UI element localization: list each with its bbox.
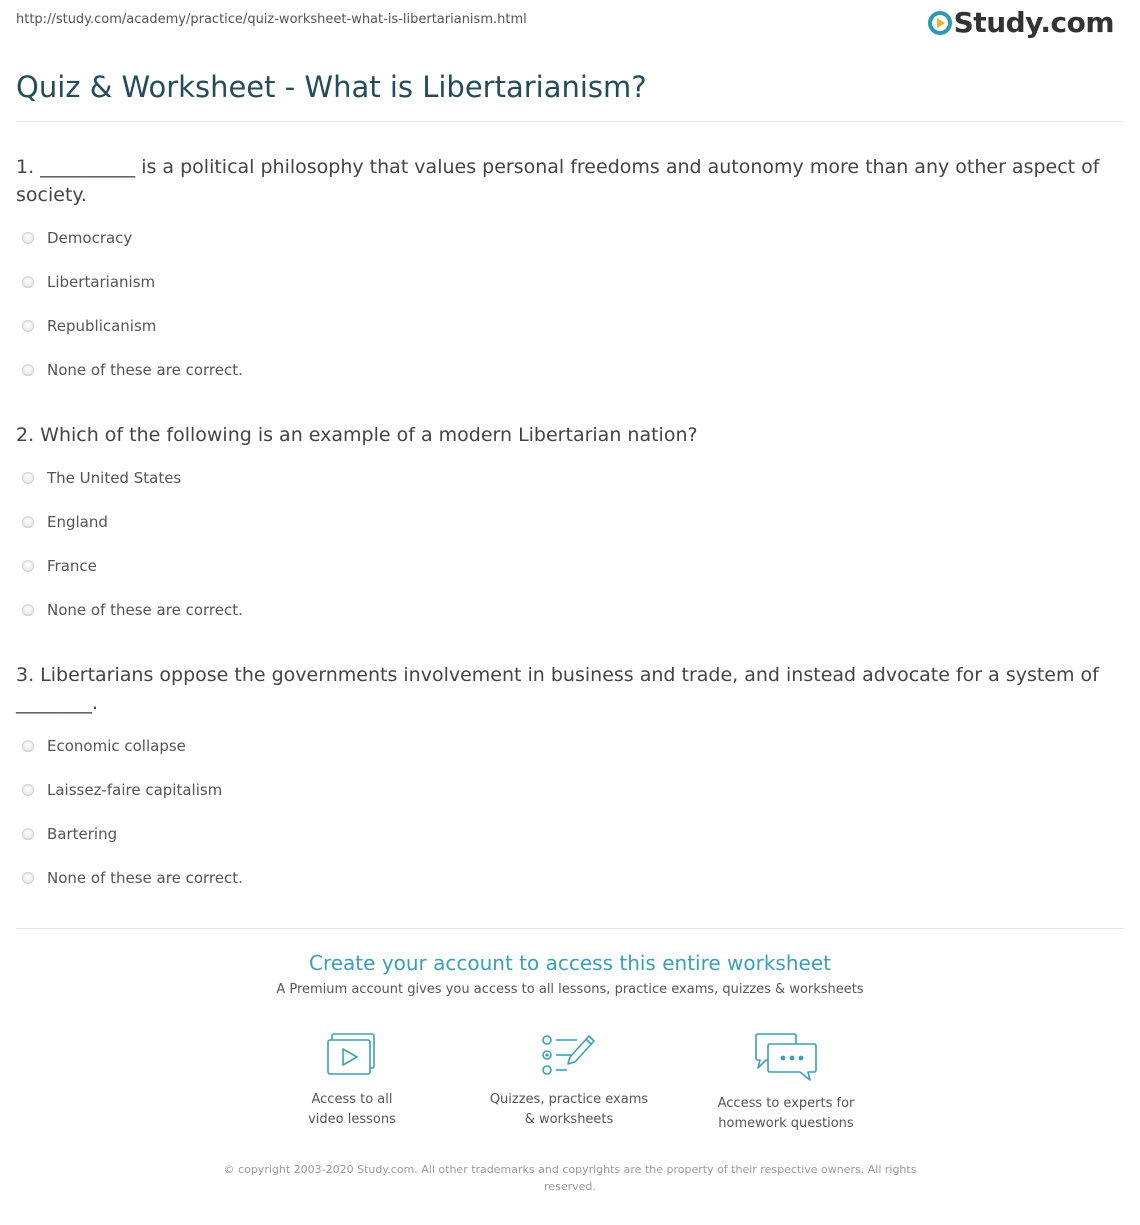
radio-button[interactable]	[22, 320, 34, 332]
q2-option-3[interactable]	[22, 556, 97, 576]
q1-option-4[interactable]	[22, 360, 243, 380]
divider	[16, 121, 1124, 122]
divider	[16, 928, 1124, 929]
q2-option-2[interactable]	[22, 512, 108, 532]
question-3-text: 3. Libertarians oppose the governments involvement in business and trade, and instead advocate for a system of ________.	[16, 664, 1099, 714]
feature-video-lessons	[252, 1032, 452, 1130]
question-1-text: 1. __________ is a political philosophy that values personal freedoms and autonomy more than any other aspect of society.	[16, 156, 1100, 206]
logo-text: Study.com	[953, 6, 1114, 39]
top-bar	[0, 0, 1140, 56]
radio-button[interactable]	[22, 604, 34, 616]
study-logo-icon	[928, 11, 952, 35]
feature-label: Quizzes, practice exams & worksheets	[489, 1092, 649, 1127]
feature-experts	[686, 1032, 886, 1134]
radio-button[interactable]	[22, 276, 34, 288]
radio-button[interactable]	[22, 872, 34, 884]
option-label: The United States	[47, 469, 182, 487]
option-label: Democracy	[47, 229, 133, 247]
feature-label: Access to experts for homework questions	[717, 1096, 855, 1131]
video-lessons-icon	[326, 1032, 378, 1078]
q1-option-3[interactable]	[22, 316, 156, 336]
q3-option-4[interactable]	[22, 868, 243, 888]
option-label: Economic collapse	[47, 737, 186, 755]
radio-button[interactable]	[22, 516, 34, 528]
study-logo[interactable]	[928, 6, 1114, 39]
q3-option-3[interactable]	[22, 824, 117, 844]
option-label: None of these are correct.	[47, 601, 243, 619]
q1-option-2[interactable]	[22, 272, 155, 292]
option-label: Bartering	[47, 825, 118, 843]
chat-bubbles-icon	[754, 1032, 818, 1082]
feature-label: Access to all video lessons	[308, 1092, 396, 1127]
copyright-text: © copyright 2003-2020 Study.com. All other trademarks and copyrights are the property of their respective owners. All rights reserved.	[223, 1163, 917, 1193]
page-url: http://study.com/academy/practice/quiz-worksheet-what-is-libertarianism.html	[16, 12, 527, 27]
radio-button[interactable]	[22, 560, 34, 572]
radio-button[interactable]	[22, 232, 34, 244]
radio-button[interactable]	[22, 784, 34, 796]
q2-option-4[interactable]	[22, 600, 243, 620]
radio-button[interactable]	[22, 828, 34, 840]
option-label: Laissez-faire capitalism	[47, 781, 223, 799]
q3-option-2[interactable]	[22, 780, 222, 800]
cta-title[interactable]: Create your account to access this entire worksheet	[309, 951, 831, 975]
option-label: France	[47, 557, 97, 575]
option-label: England	[47, 513, 108, 531]
radio-button[interactable]	[22, 740, 34, 752]
page-title: Quiz & Worksheet - What is Libertarianism?	[16, 70, 647, 104]
feature-quizzes	[469, 1032, 669, 1130]
option-label: Republicanism	[47, 317, 157, 335]
q2-option-1[interactable]	[22, 468, 181, 488]
cta-subtitle: A Premium account gives you access to all lessons, practice exams, quizzes & worksheets	[276, 982, 864, 997]
q1-option-1[interactable]	[22, 228, 132, 248]
checklist-icon	[541, 1032, 597, 1078]
option-label: None of these are correct.	[47, 361, 243, 379]
option-label: Libertarianism	[47, 273, 156, 291]
q3-option-1[interactable]	[22, 736, 186, 756]
radio-button[interactable]	[22, 472, 34, 484]
option-label: None of these are correct.	[47, 869, 243, 887]
radio-button[interactable]	[22, 364, 34, 376]
question-2-text: 2. Which of the following is an example of a modern Libertarian nation?	[16, 424, 698, 446]
